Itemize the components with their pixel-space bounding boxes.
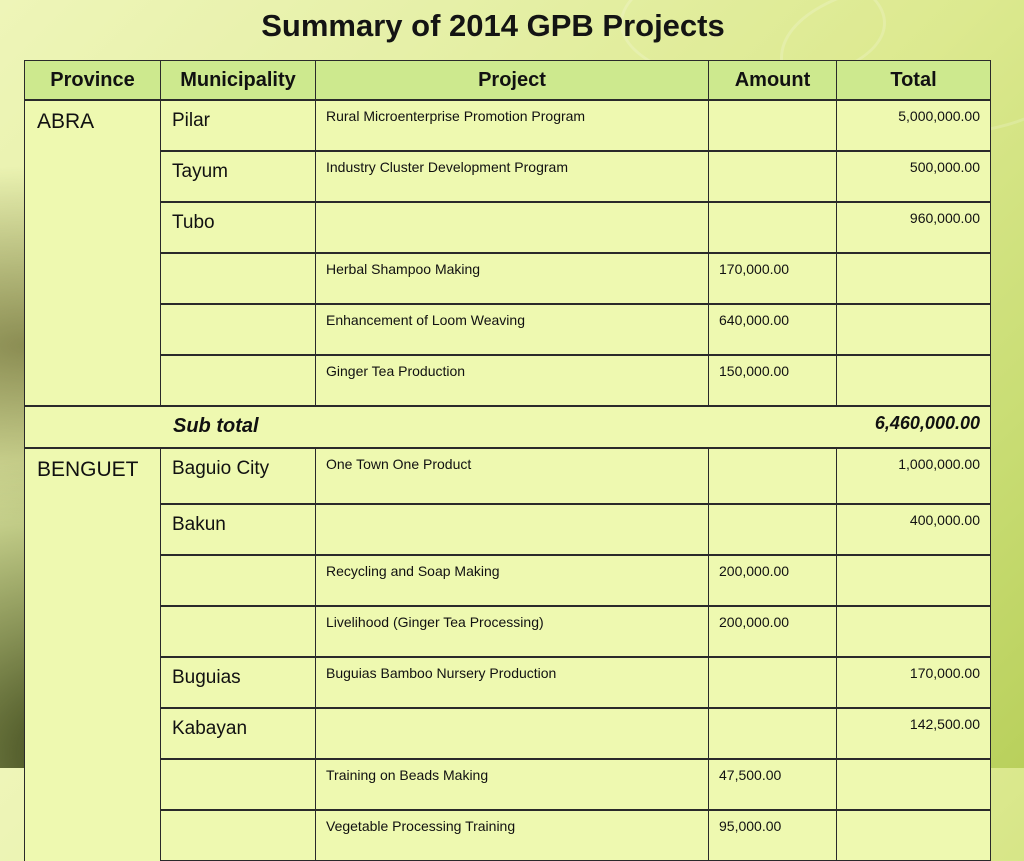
province-cell: ABRA — [25, 100, 161, 406]
table-row — [25, 100, 991, 151]
amount-cell: 200,000.00 — [709, 555, 837, 606]
subtotal-row — [25, 406, 991, 448]
total-cell: 1,000,000.00 — [837, 448, 991, 504]
amount-cell: 170,000.00 — [709, 253, 837, 304]
municipality-cell — [161, 304, 316, 355]
table-row — [25, 504, 991, 555]
project-cell: Industry Cluster Development Program — [316, 151, 709, 202]
project-cell — [316, 708, 709, 759]
project-cell — [316, 202, 709, 253]
table-row — [25, 151, 991, 202]
table-row — [25, 810, 991, 861]
project-cell — [316, 504, 709, 555]
amount-cell — [709, 202, 837, 253]
subtotal-value: 6,460,000.00 — [874, 413, 980, 433]
project-cell: Enhancement of Loom Weaving — [316, 304, 709, 355]
municipality-cell — [161, 253, 316, 304]
total-cell: 960,000.00 — [837, 202, 991, 253]
total-cell — [837, 304, 991, 355]
amount-cell — [709, 708, 837, 759]
amount-cell — [709, 504, 837, 555]
table-row — [25, 708, 991, 759]
header-municipality: Municipality — [161, 61, 316, 101]
project-cell: Ginger Tea Production — [316, 355, 709, 406]
project-cell: Rural Microenterprise Promotion Program — [316, 100, 709, 151]
projects-table — [24, 60, 991, 861]
table-row — [25, 657, 991, 708]
project-cell: Training on Beads Making — [316, 759, 709, 810]
project-cell: Recycling and Soap Making — [316, 555, 709, 606]
table-row — [25, 355, 991, 406]
municipality-cell — [161, 606, 316, 657]
amount-cell: 47,500.00 — [709, 759, 837, 810]
project-cell: Herbal Shampoo Making — [316, 253, 709, 304]
amount-cell: 150,000.00 — [709, 355, 837, 406]
total-cell: 500,000.00 — [837, 151, 991, 202]
total-cell — [837, 355, 991, 406]
amount-cell — [709, 657, 837, 708]
total-cell — [837, 555, 991, 606]
project-cell: Buguias Bamboo Nursery Production — [316, 657, 709, 708]
municipality-cell — [161, 355, 316, 406]
amount-cell — [709, 151, 837, 202]
province-cell: BENGUET — [25, 448, 161, 861]
project-cell: One Town One Product — [316, 448, 709, 504]
amount-cell: 95,000.00 — [709, 810, 837, 861]
total-cell: 170,000.00 — [837, 657, 991, 708]
municipality-cell — [161, 810, 316, 861]
table-row — [25, 759, 991, 810]
table-row — [25, 253, 991, 304]
table-row — [25, 448, 991, 504]
total-cell: 142,500.00 — [837, 708, 991, 759]
header-row — [25, 61, 991, 101]
amount-cell — [709, 448, 837, 504]
municipality-cell — [161, 759, 316, 810]
municipality-cell: Pilar — [161, 100, 316, 151]
total-cell — [837, 759, 991, 810]
amount-cell — [709, 100, 837, 151]
amount-cell: 200,000.00 — [709, 606, 837, 657]
municipality-cell: Baguio City — [161, 448, 316, 504]
municipality-cell: Tubo — [161, 202, 316, 253]
subtotal-cell — [25, 406, 991, 448]
municipality-cell: Kabayan — [161, 708, 316, 759]
header-amount: Amount — [709, 61, 837, 101]
total-cell — [837, 606, 991, 657]
table-row — [25, 555, 991, 606]
header-province: Province — [25, 61, 161, 101]
table-row — [25, 202, 991, 253]
table-row — [25, 606, 991, 657]
total-cell: 5,000,000.00 — [837, 100, 991, 151]
table-row — [25, 304, 991, 355]
municipality-cell: Bakun — [161, 504, 316, 555]
total-cell — [837, 253, 991, 304]
municipality-cell: Tayum — [161, 151, 316, 202]
project-cell: Vegetable Processing Training — [316, 810, 709, 861]
total-cell — [837, 810, 991, 861]
header-total: Total — [837, 61, 991, 101]
amount-cell: 640,000.00 — [709, 304, 837, 355]
project-cell: Livelihood (Ginger Tea Processing) — [316, 606, 709, 657]
header-project: Project — [316, 61, 709, 101]
subtotal-label: Sub total — [173, 415, 259, 437]
total-cell: 400,000.00 — [837, 504, 991, 555]
municipality-cell — [161, 555, 316, 606]
municipality-cell: Buguias — [161, 657, 316, 708]
slide-title: Summary of 2014 GPB Projects — [261, 8, 725, 43]
